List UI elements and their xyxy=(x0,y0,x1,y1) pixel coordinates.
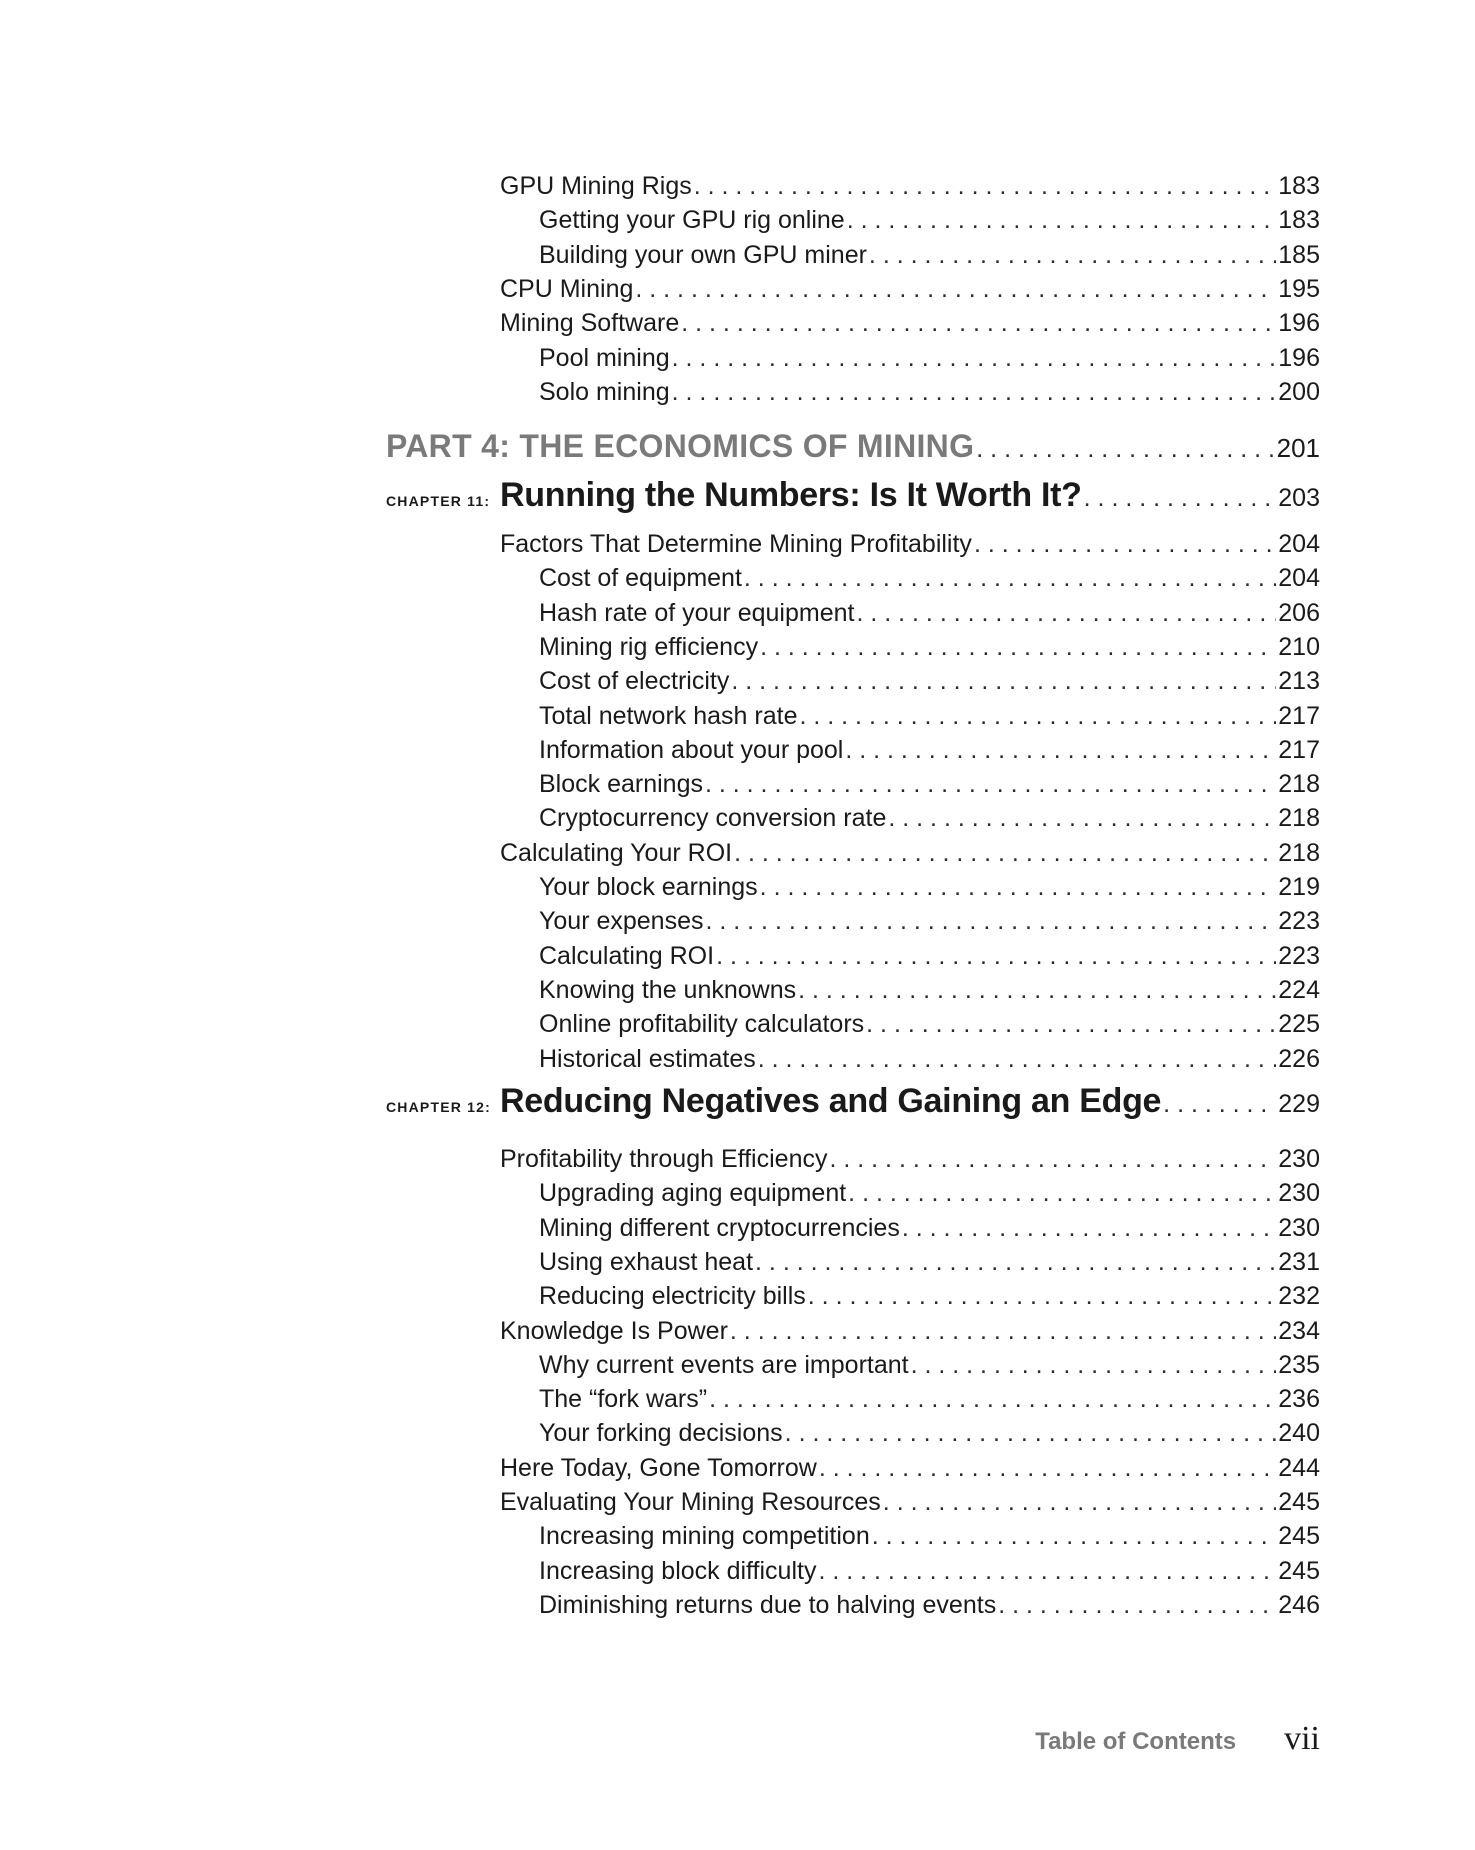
entry-page: 245 xyxy=(1278,1556,1320,1585)
entry-page: 217 xyxy=(1278,735,1320,764)
toc-subentry xyxy=(539,1177,1320,1209)
dot-leader xyxy=(869,239,1276,271)
entry-page: 217 xyxy=(1278,701,1320,730)
entry-title: The “fork wars” xyxy=(539,1385,708,1414)
entry-title: Historical estimates xyxy=(539,1044,756,1073)
toc-entry xyxy=(500,1315,1320,1347)
entry-page: 230 xyxy=(1278,1179,1320,1208)
entry-page: 223 xyxy=(1278,907,1320,936)
dot-leader xyxy=(847,204,1277,236)
entry-page: 196 xyxy=(1278,309,1320,338)
toc-subentry xyxy=(539,1417,1320,1449)
running-footer-title: Table of Contents xyxy=(1035,1728,1237,1755)
toc-subentry xyxy=(539,734,1320,766)
entry-page: 245 xyxy=(1278,1488,1320,1516)
toc-subentry xyxy=(539,1280,1320,1312)
dot-leader xyxy=(1163,1090,1276,1119)
entry-title: Here Today, Gone Tomorrow xyxy=(500,1453,817,1482)
toc-subentry xyxy=(539,1043,1320,1075)
entry-page: 230 xyxy=(1278,1145,1320,1173)
toc-entry xyxy=(500,1143,1320,1175)
entry-title: Factors That Determine Mining Profitability xyxy=(500,530,972,558)
toc-subentry xyxy=(539,1589,1320,1621)
toc-subentry xyxy=(539,1212,1320,1244)
dot-leader xyxy=(755,1246,1276,1278)
chapter-heading xyxy=(386,1082,1320,1121)
entry-title: Increasing mining competition xyxy=(539,1522,870,1551)
entry-page: 206 xyxy=(1278,598,1320,627)
part-title: PART 4: THE ECONOMICS OF MINING xyxy=(386,428,975,464)
page-footer xyxy=(1035,1720,1320,1758)
part-heading xyxy=(386,428,1320,472)
toc-subentry xyxy=(539,1520,1320,1552)
entry-page: 226 xyxy=(1278,1044,1320,1073)
dot-leader xyxy=(902,1212,1276,1244)
toc-subentry xyxy=(539,1008,1320,1040)
entry-title: Mining different cryptocurrencies xyxy=(539,1213,900,1242)
entry-page: 223 xyxy=(1278,941,1320,970)
page-number: vii xyxy=(1284,1720,1320,1757)
dot-leader xyxy=(681,307,1276,339)
entry-title: Evaluating Your Mining Resources xyxy=(500,1488,881,1516)
dot-leader xyxy=(760,871,1277,903)
entry-page: 204 xyxy=(1278,530,1320,558)
toc-subentry xyxy=(539,802,1320,834)
entry-title: Mining rig efficiency xyxy=(539,632,759,661)
dot-leader xyxy=(734,837,1276,869)
dot-leader xyxy=(976,435,1274,464)
dot-leader xyxy=(672,342,1277,374)
dot-leader xyxy=(744,562,1276,594)
toc-subentry xyxy=(539,631,1320,663)
toc-subentry xyxy=(539,700,1320,732)
toc-subentry xyxy=(539,665,1320,697)
entry-title: Online profitability calculators xyxy=(539,1010,865,1039)
entry-page: 240 xyxy=(1278,1419,1320,1448)
toc-subentry xyxy=(539,940,1320,972)
dot-leader xyxy=(808,1280,1277,1312)
dot-leader xyxy=(799,700,1276,732)
entry-title: Knowledge Is Power xyxy=(500,1316,728,1345)
entry-title: Block earnings xyxy=(539,770,703,799)
entry-title: GPU Mining Rigs xyxy=(500,172,692,200)
entry-title: Mining Software xyxy=(500,309,680,338)
dot-leader xyxy=(856,597,1276,629)
toc-subentry xyxy=(539,1555,1320,1587)
entry-page: 244 xyxy=(1278,1453,1320,1482)
entry-page: 225 xyxy=(1278,1010,1320,1039)
entry-title: Building your own GPU miner xyxy=(539,240,867,269)
dot-leader xyxy=(974,528,1276,560)
toc-entry xyxy=(500,273,1320,305)
entry-page: 235 xyxy=(1278,1350,1320,1379)
dot-leader xyxy=(1084,484,1277,513)
toc-entry xyxy=(500,528,1320,560)
entry-page: 219 xyxy=(1278,873,1320,901)
dot-leader xyxy=(866,1008,1276,1040)
toc-subentry xyxy=(539,1349,1320,1381)
dot-leader xyxy=(911,1349,1277,1381)
toc-entry xyxy=(500,170,1320,202)
dot-leader xyxy=(819,1452,1276,1484)
toc-entry xyxy=(500,1452,1320,1484)
entry-title: Cost of electricity xyxy=(539,667,730,696)
entry-title: Solo mining xyxy=(539,377,670,406)
dot-leader xyxy=(872,1520,1277,1552)
entry-page: 210 xyxy=(1278,632,1320,661)
toc-entry xyxy=(500,307,1320,339)
entry-title: Reducing electricity bills xyxy=(539,1282,806,1311)
dot-leader xyxy=(709,1383,1276,1415)
entry-title: Hash rate of your equipment xyxy=(539,598,855,627)
toc-subentry xyxy=(539,239,1320,271)
toc-subentry xyxy=(539,768,1320,800)
entry-title: Profitability through Efficiency xyxy=(500,1145,828,1173)
entry-page: 231 xyxy=(1278,1247,1320,1276)
toc-entry xyxy=(500,1486,1320,1518)
dot-leader xyxy=(635,273,1276,305)
toc-subentry xyxy=(539,597,1320,629)
dot-leader xyxy=(716,940,1276,972)
entry-page: 213 xyxy=(1278,667,1320,696)
entry-title: Information about your pool xyxy=(539,735,844,764)
entry-title: Cryptocurrency conversion rate xyxy=(539,804,887,833)
dot-leader xyxy=(998,1589,1276,1621)
dot-leader xyxy=(798,974,1276,1006)
entry-title: Calculating Your ROI xyxy=(500,838,733,867)
entry-page: 200 xyxy=(1278,377,1320,406)
entry-page: 183 xyxy=(1278,172,1320,200)
dot-leader xyxy=(694,170,1277,202)
entry-page: 234 xyxy=(1278,1316,1320,1345)
entry-page: 196 xyxy=(1278,343,1320,372)
dot-leader xyxy=(818,1555,1276,1587)
dot-leader xyxy=(848,1177,1276,1209)
entry-title: Your block earnings xyxy=(539,873,758,901)
dot-leader xyxy=(883,1486,1276,1518)
toc-subentry xyxy=(539,905,1320,937)
toc-subentry xyxy=(539,1246,1320,1278)
entry-title: Your forking decisions xyxy=(539,1419,783,1448)
entry-page: 224 xyxy=(1278,975,1320,1004)
dot-leader xyxy=(705,905,1276,937)
part-page: 201 xyxy=(1276,433,1320,463)
entry-title: Using exhaust heat xyxy=(539,1247,754,1276)
entry-page: 185 xyxy=(1278,240,1320,269)
entry-page: 236 xyxy=(1278,1385,1320,1414)
toc-subentry xyxy=(539,376,1320,408)
chapter-page: 229 xyxy=(1278,1090,1320,1118)
entry-page: 245 xyxy=(1278,1522,1320,1551)
toc-subentry xyxy=(539,342,1320,374)
entry-title: Cost of equipment xyxy=(539,564,742,593)
toc-entry xyxy=(500,837,1320,869)
entry-page: 183 xyxy=(1278,206,1320,235)
toc-subentry xyxy=(539,1383,1320,1415)
chapter-label: CHAPTER 12: xyxy=(386,1099,491,1115)
dot-leader xyxy=(845,734,1276,766)
entry-page: 204 xyxy=(1278,564,1320,593)
dot-leader xyxy=(705,768,1276,800)
entry-title: Knowing the unknowns xyxy=(539,975,797,1004)
entry-title: Pool mining xyxy=(539,343,670,372)
entry-title: Total network hash rate xyxy=(539,701,798,730)
entry-title: Diminishing returns due to halving events xyxy=(539,1590,997,1619)
entry-title: Why current events are important xyxy=(539,1350,909,1379)
entry-page: 230 xyxy=(1278,1213,1320,1242)
entry-title: Increasing block difficulty xyxy=(539,1556,817,1585)
entry-page: 195 xyxy=(1278,274,1320,303)
chapter-title: Reducing Negatives and Gaining an Edge xyxy=(500,1082,1162,1120)
dot-leader xyxy=(888,802,1276,834)
dot-leader xyxy=(758,1043,1277,1075)
entry-title: Your expenses xyxy=(539,907,704,936)
chapter-page: 203 xyxy=(1278,484,1320,512)
chapter-label: CHAPTER 11: xyxy=(386,493,491,509)
entry-title: Upgrading aging equipment xyxy=(539,1179,847,1208)
entry-page: 218 xyxy=(1278,838,1320,867)
dot-leader xyxy=(829,1143,1276,1175)
entry-page: 218 xyxy=(1278,804,1320,833)
chapter-heading xyxy=(386,476,1320,515)
dot-leader xyxy=(730,1315,1276,1347)
dot-leader xyxy=(760,631,1276,663)
entry-page: 246 xyxy=(1278,1590,1320,1619)
entry-page: 218 xyxy=(1278,770,1320,799)
dot-leader xyxy=(731,665,1276,697)
toc-subentry xyxy=(539,871,1320,903)
chapter-title: Running the Numbers: Is It Worth It? xyxy=(500,476,1082,514)
entry-title: Calculating ROI xyxy=(539,941,715,970)
entry-title: CPU Mining xyxy=(500,274,634,303)
toc-subentry xyxy=(539,974,1320,1006)
toc-subentry xyxy=(539,204,1320,236)
toc-subentry xyxy=(539,562,1320,594)
entry-title: Getting your GPU rig online xyxy=(539,206,845,235)
dot-leader xyxy=(785,1417,1277,1449)
dot-leader xyxy=(672,376,1277,408)
entry-page: 232 xyxy=(1278,1282,1320,1311)
